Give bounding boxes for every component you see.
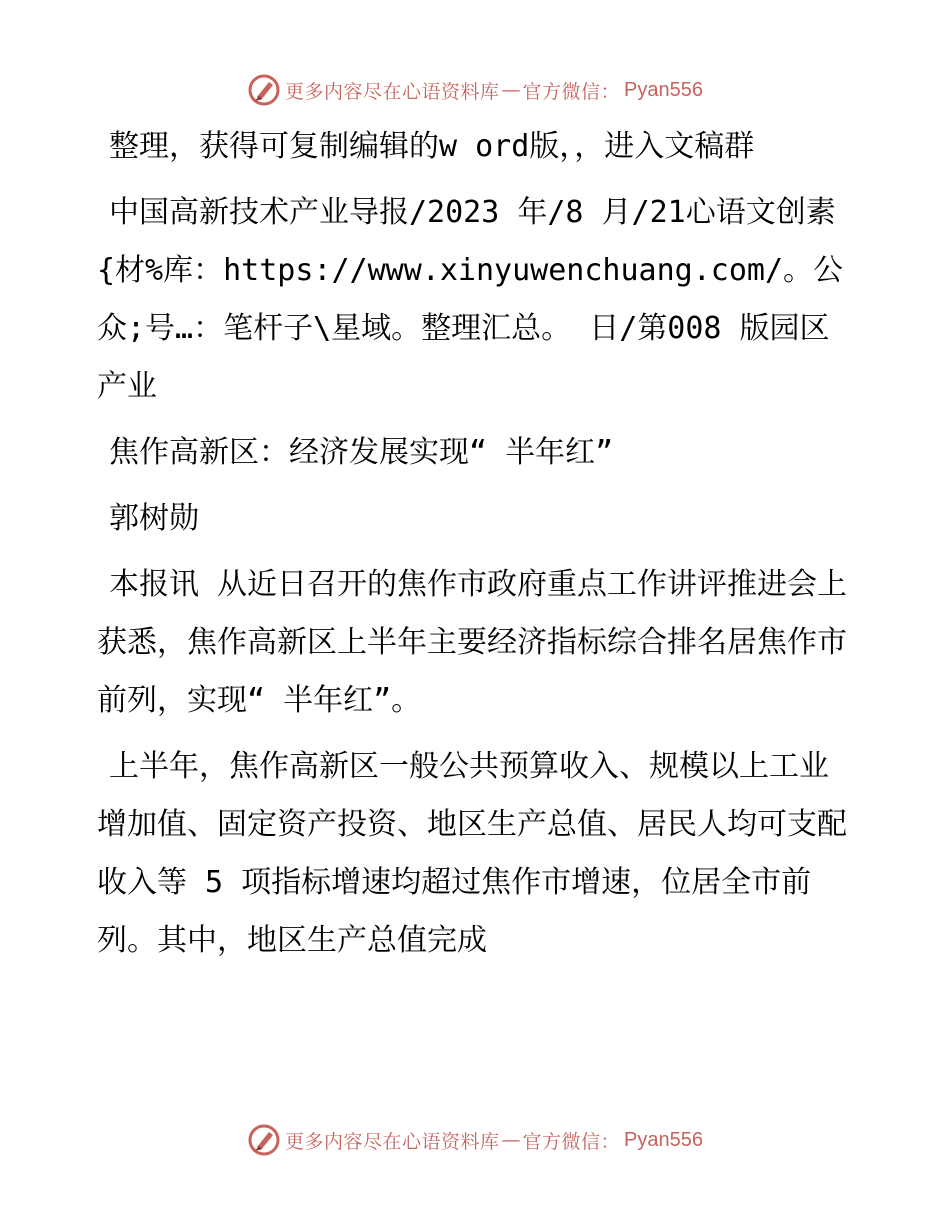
- document-body: [97, 118, 857, 978]
- pen-logo-icon: [247, 1123, 281, 1157]
- watermark-dash: —: [501, 79, 521, 101]
- watermark-wechat-id: Pyan556: [624, 1128, 703, 1151]
- article-title: 焦作高新区：经济发展实现“ 半年红”: [109, 435, 614, 470]
- footer-watermark: [0, 1120, 950, 1160]
- paragraph-source: 中国高新技术产业导报/2023 年/8 月/21心语文创素{材%库：https://www.xinyuwenchuang.com/。公众;号…：笔杆子\星域。整理汇总。 日/第008 版园区产业: [97, 195, 844, 404]
- watermark-wechat-label: 官方微信：: [522, 80, 621, 103]
- watermark-wechat-id: Pyan556: [624, 78, 703, 101]
- pen-logo-icon: [247, 73, 281, 107]
- watermark-text: 更多内容尽在心语资料库: [285, 1130, 500, 1153]
- article-author: 郭树勋: [109, 501, 199, 536]
- paragraph-lead: 本报讯 从近日召开的焦作市政府重点工作讲评推进会上获悉，焦作高新区上半年主要经济指标综合排名居焦作市前列，实现“ 半年红”。: [97, 567, 848, 718]
- watermark-text: 更多内容尽在心语资料库: [285, 80, 500, 103]
- watermark-dash: —: [501, 1129, 521, 1151]
- header-watermark: [0, 70, 950, 110]
- watermark-wechat-label: 官方微信：: [522, 1130, 621, 1153]
- paragraph-body: 上半年，焦作高新区一般公共预算收入、规模以上工业增加值、固定资产投资、地区生产总值、居民人均可支配收入等 5 项指标增速均超过焦作市增速，位居全市前列。其中，地区生产总值完成: [97, 749, 847, 958]
- paragraph-intro: 整理，获得可复制编辑的w ord版，，进入文稿群: [109, 129, 755, 164]
